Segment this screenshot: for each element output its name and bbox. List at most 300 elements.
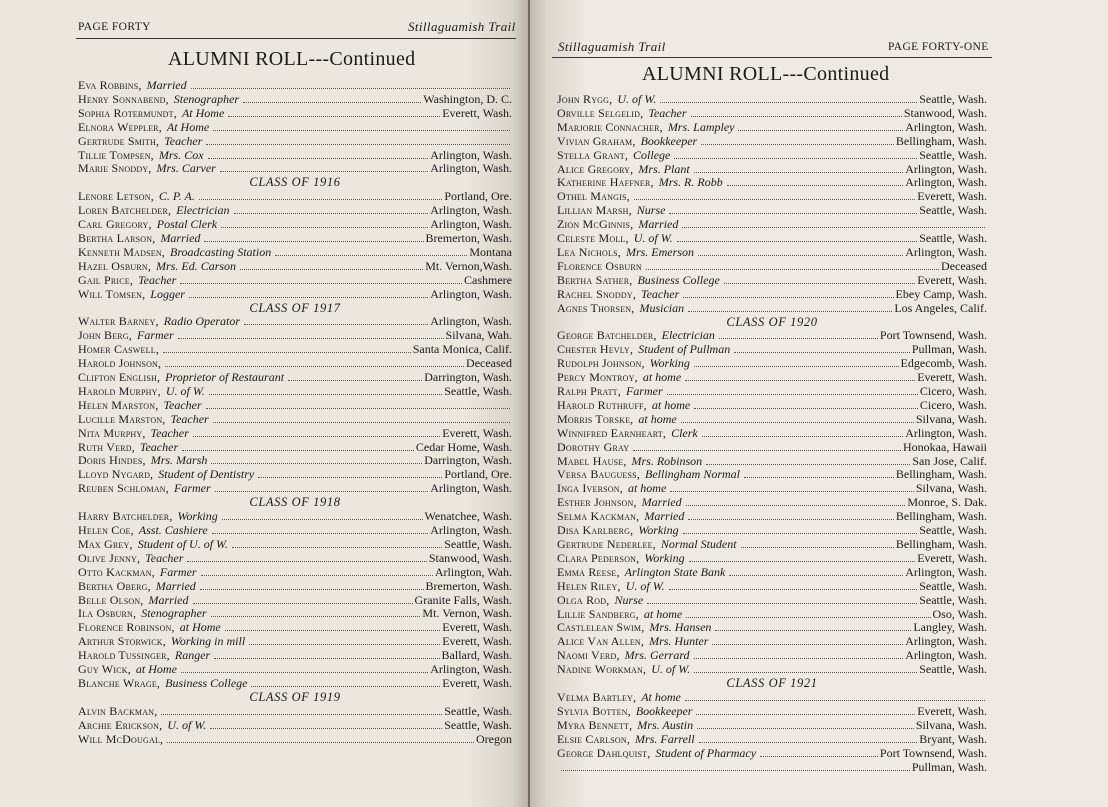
- alumni-name: Sylvia Botten,: [557, 703, 631, 718]
- alumni-location: Deceased: [941, 258, 987, 273]
- alumni-location: Deceased: [466, 356, 512, 371]
- alumni-location: Washington, D. C.: [423, 91, 512, 106]
- alumni-location: Silvana, Wash.: [915, 411, 987, 426]
- alumni-name: Clifton English,: [78, 370, 161, 385]
- alumni-occupation: Postal Clerk: [156, 217, 218, 232]
- dot-leader: [689, 561, 916, 562]
- alumni-name: Florence Robinson,: [78, 620, 175, 635]
- dot-leader: [213, 422, 510, 423]
- dot-leader: [180, 283, 462, 284]
- alumni-location: Arlington, Wash.: [905, 175, 987, 190]
- class-header: CLASS OF 1917: [249, 300, 341, 315]
- alumni-name: Lenore Letson,: [78, 189, 154, 204]
- alumni-name: Vivian Graham,: [557, 133, 636, 148]
- alumni-location: Bellingham, Wash.: [895, 467, 987, 482]
- alumni-entry: [557, 329, 987, 343]
- page-title-right: ALUMNI ROLL---Continued: [642, 63, 890, 85]
- alumni-entry: [557, 343, 987, 357]
- alumni-name: Helen Marston,: [78, 397, 159, 412]
- alumni-location: Arlington, Wash.: [430, 481, 512, 496]
- alumni-location: Arlington, Wash.: [430, 662, 512, 677]
- alumni-occupation: C. P. A.: [158, 189, 195, 204]
- dot-leader: [697, 728, 914, 729]
- alumni-occupation: U. of W.: [165, 383, 205, 398]
- alumni-occupation: Mrs. Austin: [637, 717, 694, 732]
- alumni-location: Arlington, Wash.: [430, 286, 512, 301]
- alumni-occupation: Mrs. Marsh: [150, 453, 208, 468]
- page-title-left: ALUMNI ROLL---Continued: [168, 48, 416, 70]
- alumni-entry: [78, 162, 512, 176]
- alumni-occupation: at Home: [179, 620, 221, 635]
- dot-leader: [694, 658, 904, 659]
- alumni-location: Seattle, Wash.: [444, 536, 512, 551]
- dot-leader: [212, 533, 429, 534]
- alumni-location: Arlington, Wash.: [905, 244, 987, 259]
- alumni-name: Elnora Weppler,: [78, 119, 162, 134]
- alumni-entry: [78, 607, 512, 621]
- alumni-location: Wenatchee, Wash.: [424, 509, 512, 524]
- alumni-location: Port Townsend, Wash.: [879, 328, 987, 343]
- alumni-occupation: Married: [146, 78, 187, 92]
- alumni-location: Oregon: [476, 731, 512, 746]
- alumni-entry: [557, 580, 987, 594]
- alumni-entry: [78, 79, 512, 93]
- alumni-entry: [78, 524, 512, 538]
- alumni-location: Everett, Wash.: [917, 703, 987, 718]
- alumni-name: Archie Erickson,: [78, 717, 163, 732]
- alumni-entry: [557, 538, 987, 552]
- alumni-occupation: Student of Dentistry: [158, 467, 255, 482]
- alumni-name: Clara Pederson,: [557, 550, 640, 565]
- dot-leader: [211, 463, 422, 464]
- alumni-name: Homer Caswell,: [78, 342, 160, 357]
- alumni-entry: [78, 635, 512, 649]
- dot-leader: [701, 144, 894, 145]
- dot-leader: [228, 116, 440, 117]
- alumni-location: Arlington, Wash.: [905, 634, 987, 649]
- dot-leader: [694, 672, 917, 673]
- alumni-occupation: Bookkeeper: [635, 703, 693, 718]
- alumni-entry: [78, 315, 512, 329]
- alumni-occupation: Mrs. Lampley: [667, 119, 735, 134]
- dot-leader: [694, 366, 899, 367]
- dot-leader: [221, 227, 428, 228]
- dot-leader: [677, 241, 918, 242]
- dot-leader: [715, 630, 911, 631]
- dot-leader: [225, 630, 440, 631]
- alumni-name: Disa Karlberg,: [557, 523, 634, 538]
- alumni-occupation: Teacher: [164, 133, 203, 148]
- alumni-location: Montana: [469, 244, 512, 259]
- dot-leader: [734, 352, 910, 353]
- alumni-entry: [557, 733, 987, 747]
- alumni-occupation: Mrs. Cox: [158, 147, 204, 162]
- alumni-location: Langley, Wash.: [913, 620, 987, 635]
- alumni-entry: [78, 677, 512, 691]
- alumni-location: Oso, Wash.: [932, 606, 987, 621]
- dot-leader: [201, 575, 433, 576]
- alumni-occupation: Mrs. Carver: [156, 161, 216, 176]
- alumni-occupation: Married: [644, 509, 685, 524]
- alumni-name: Eva Robbins,: [78, 78, 142, 92]
- dot-leader: [213, 130, 510, 131]
- alumni-location: Ebey Camp, Wash.: [895, 286, 987, 301]
- alumni-location: Silvana, Wash.: [915, 481, 987, 496]
- alumni-entry: [557, 761, 987, 775]
- alumni-entry: [557, 371, 987, 385]
- alumni-name: Bertha Oberg,: [78, 578, 151, 593]
- alumni-entry: [557, 246, 987, 260]
- alumni-location: Cashmere: [464, 272, 512, 287]
- alumni-occupation: Mrs. Emerson: [625, 244, 694, 259]
- roll-list-left: [78, 79, 512, 747]
- alumni-location: Arlington, Wash.: [430, 203, 512, 218]
- alumni-location: Honokaa, Hawaii: [903, 439, 987, 454]
- alumni-entry: [557, 385, 987, 399]
- alumni-occupation: at Home: [135, 662, 177, 677]
- alumni-name: Versa Bauguess,: [557, 467, 641, 482]
- alumni-name: Alice Van Allen,: [557, 634, 645, 649]
- dot-leader: [234, 213, 429, 214]
- alumni-occupation: at home: [642, 370, 682, 385]
- alumni-occupation: Mrs. Plant: [638, 161, 690, 176]
- alumni-occupation: Clerk: [671, 425, 698, 440]
- alumni-name: Naomi Verd,: [557, 648, 620, 663]
- alumni-entry: [78, 260, 512, 274]
- alumni-location: Everett, Wash.: [917, 370, 987, 385]
- alumni-entry: [78, 246, 512, 260]
- alumni-name: Esther Johnson,: [557, 495, 637, 510]
- alumni-name: Tillie Tompsen,: [78, 147, 154, 162]
- alumni-name: Florence Osburn: [557, 258, 642, 273]
- alumni-name: George Batchelder,: [557, 328, 657, 343]
- alumni-entry: [78, 107, 512, 121]
- alumni-occupation: Farmer: [625, 384, 663, 399]
- alumni-entry: [78, 288, 512, 302]
- alumni-entry: [78, 371, 512, 385]
- alumni-occupation: Teacher: [170, 411, 209, 426]
- dot-leader: [206, 408, 510, 409]
- dot-leader: [694, 408, 918, 409]
- running-title-left: Stillaguamish Trail: [408, 19, 516, 34]
- alumni-name: Rudolph Johnson,: [557, 356, 645, 371]
- dot-leader: [187, 561, 426, 562]
- dot-leader: [214, 658, 439, 659]
- alumni-name: Harold Ruthruff,: [557, 397, 647, 412]
- class-header: CLASS OF 1921: [726, 676, 818, 691]
- right-page: [530, 0, 1108, 807]
- alumni-name: Helen Riley,: [557, 578, 621, 593]
- dot-leader: [163, 352, 411, 353]
- alumni-name: Velma Bartley,: [557, 689, 637, 704]
- page-number-left: PAGE FORTY: [78, 21, 151, 33]
- dot-leader: [669, 213, 917, 214]
- alumni-name: Harry Batchelder,: [78, 509, 173, 524]
- alumni-name: George Dahlquist,: [557, 745, 651, 760]
- alumni-occupation: Stenographer: [141, 606, 207, 621]
- dot-leader: [682, 227, 985, 228]
- alumni-name: Bertha Sather,: [557, 272, 633, 287]
- alumni-location: Arlington, Wash.: [430, 523, 512, 537]
- alumni-occupation: Student of U. of W.: [137, 536, 228, 551]
- dot-leader: [634, 199, 915, 200]
- dot-leader: [685, 700, 985, 701]
- dot-leader: [210, 728, 442, 729]
- running-title-right: Stillaguamish Trail: [558, 39, 666, 54]
- alumni-name: Marie Snoddy,: [78, 161, 152, 176]
- alumni-entry: [557, 107, 987, 121]
- alumni-entry: [557, 93, 987, 107]
- alumni-occupation: Married: [641, 495, 682, 510]
- alumni-occupation: Student of Pharmacy: [655, 745, 757, 760]
- dot-leader: [633, 450, 901, 451]
- alumni-name: Harold Johnson,: [78, 356, 162, 371]
- alumni-location: Silvana, Wah.: [445, 328, 512, 343]
- alumni-occupation: at home: [638, 411, 677, 426]
- dot-leader: [729, 575, 903, 576]
- alumni-location: Portland, Ore.: [444, 467, 512, 482]
- alumni-location: Everett, Wash.: [917, 189, 987, 204]
- alumni-occupation: Teacher: [138, 272, 177, 287]
- alumni-occupation: Married: [155, 578, 196, 593]
- alumni-location: Port Townsend, Wash.: [879, 745, 987, 760]
- alumni-entry: [557, 705, 987, 719]
- alumni-location: Cicero, Wash.: [919, 384, 987, 399]
- alumni-entry: [557, 719, 987, 733]
- alumni-name: Lillie Sandberg,: [557, 606, 639, 621]
- alumni-location: Cicero, Wash.: [919, 397, 987, 412]
- alumni-occupation: Musician: [639, 300, 685, 315]
- alumni-name: Olga Rod,: [557, 592, 610, 607]
- dot-leader: [249, 644, 440, 645]
- alumni-name: Rachel Snoddy,: [557, 286, 637, 301]
- alumni-occupation: Teacher: [139, 439, 179, 454]
- alumni-entry: [557, 747, 987, 761]
- alumni-name: Harold Tussinger,: [78, 648, 170, 663]
- alumni-name: Max Grey,: [78, 536, 133, 551]
- alumni-entry: [78, 510, 512, 524]
- alumni-location: Bellingham, Wash.: [895, 509, 987, 524]
- alumni-occupation: Electrician: [176, 203, 230, 218]
- alumni-name: Mabel Hause,: [557, 453, 627, 468]
- dot-leader: [646, 269, 939, 270]
- header-rule-right: [552, 57, 992, 58]
- alumni-name: Alvin Backman,: [78, 703, 158, 718]
- alumni-entry: [557, 441, 987, 455]
- alumni-entry: [557, 232, 987, 246]
- alumni-location: Bremerton, Wash.: [425, 230, 512, 245]
- alumni-occupation: Nurse: [614, 592, 644, 607]
- alumni-entry: [557, 608, 987, 622]
- alumni-entry: [78, 399, 512, 413]
- alumni-location: Ballard, Wash.: [441, 648, 512, 663]
- alumni-occupation: Married: [148, 592, 189, 607]
- alumni-location: Bremerton, Wash.: [425, 578, 512, 593]
- alumni-name: Ralph Pratt,: [557, 384, 621, 399]
- dot-leader: [647, 603, 917, 604]
- alumni-name: Winnifred Earnheart,: [557, 425, 667, 440]
- dot-leader: [681, 422, 914, 423]
- alumni-name: Carl Gregory,: [78, 217, 152, 232]
- alumni-location: Darrington, Wash.: [424, 453, 512, 468]
- alumni-name: Gertrude Nederlee,: [557, 537, 656, 551]
- dot-leader: [258, 477, 442, 478]
- alumni-occupation: Working: [644, 550, 685, 565]
- alumni-entry: [78, 441, 512, 455]
- alumni-occupation: Business College: [165, 675, 248, 690]
- alumni-location: Stanwood, Wash.: [903, 105, 987, 120]
- dot-leader: [719, 338, 878, 339]
- alumni-entry: [78, 357, 512, 371]
- alumni-name: Sophia Rotermundt,: [78, 105, 177, 120]
- alumni-location: Bellingham, Wash.: [895, 133, 987, 148]
- dot-leader: [674, 158, 917, 159]
- alumni-name: Percy Montroy,: [557, 370, 638, 385]
- alumni-location: Arlington, Wash.: [905, 425, 987, 440]
- alumni-occupation: at home: [651, 397, 691, 412]
- alumni-entry: [78, 454, 512, 468]
- dot-leader: [206, 144, 510, 145]
- alumni-occupation: Broadcasting Station: [170, 244, 272, 259]
- dot-leader: [191, 88, 510, 89]
- alumni-occupation: Asst. Cashiere: [138, 523, 208, 537]
- dot-leader: [706, 464, 910, 465]
- dot-leader: [243, 102, 421, 103]
- alumni-location: Seattle, Wash.: [919, 523, 987, 538]
- alumni-occupation: Teacher: [648, 105, 687, 120]
- page-number-right: PAGE FORTY-ONE: [888, 41, 989, 53]
- dot-leader: [670, 491, 914, 492]
- alumni-name: John Berg,: [78, 328, 133, 343]
- alumni-occupation: at home: [627, 481, 667, 496]
- alumni-occupation: Stenographer: [173, 91, 240, 106]
- dot-leader: [691, 116, 902, 117]
- alumni-location: Seattle, Wash.: [444, 703, 512, 718]
- alumni-occupation: Mrs. Hunter: [649, 634, 709, 649]
- alumni-entry: [557, 274, 987, 288]
- alumni-entry: [78, 482, 512, 496]
- alumni-occupation: Student of Pullman: [638, 342, 731, 357]
- alumni-entry: [78, 733, 512, 747]
- alumni-location: Arlington, Wash.: [905, 119, 987, 134]
- alumni-name: Helen Coe,: [78, 523, 134, 537]
- alumni-name: Katherine Haffner,: [557, 175, 654, 190]
- alumni-name: Emma Reese,: [557, 564, 620, 579]
- alumni-occupation: College: [633, 147, 671, 162]
- alumni-location: Arlington, Wash.: [905, 648, 987, 663]
- alumni-entry: [78, 93, 512, 107]
- alumni-entry: [78, 719, 512, 733]
- alumni-location: Pullman, Wash.: [911, 759, 987, 774]
- alumni-location: Edgecomb, Wash.: [900, 356, 987, 371]
- class-header: CLASS OF 1920: [726, 314, 818, 329]
- alumni-entry: [557, 204, 987, 218]
- alumni-location: Arlington, Wash.: [430, 147, 512, 162]
- alumni-occupation: At home: [641, 689, 681, 704]
- dot-leader: [232, 547, 442, 548]
- alumni-location: Portland, Ore.: [444, 189, 512, 204]
- alumni-entry: [78, 566, 512, 580]
- alumni-entry: [557, 635, 987, 649]
- dot-leader: [189, 297, 428, 298]
- alumni-location: Seattle, Wash.: [919, 231, 987, 246]
- dot-leader: [244, 324, 428, 325]
- alumni-occupation: Radio Operator: [163, 314, 241, 329]
- dot-leader: [193, 603, 413, 604]
- alumni-entry: [78, 135, 512, 149]
- alumni-entry: [557, 218, 987, 232]
- alumni-entry: [78, 190, 512, 204]
- alumni-entry: [557, 482, 987, 496]
- alumni-name: Elsie Carlson,: [557, 731, 631, 746]
- alumni-entry: [78, 232, 512, 246]
- alumni-location: San Jose, Calif.: [912, 453, 987, 468]
- alumni-entry: [557, 510, 987, 524]
- alumni-name: Lillian Marsh,: [557, 203, 632, 218]
- alumni-location: Arlington, Wash.: [430, 314, 512, 329]
- dot-leader: [702, 436, 903, 437]
- alumni-name: Guy Wick,: [78, 662, 131, 677]
- alumni-entry: [78, 594, 512, 608]
- dot-leader: [738, 130, 903, 131]
- alumni-occupation: Bellingham Normal: [645, 467, 741, 482]
- alumni-location: Seattle, Wash.: [919, 662, 987, 677]
- alumni-location: Stanwood, Wash.: [428, 550, 512, 565]
- alumni-occupation: Logger: [150, 286, 185, 301]
- alumni-entry: [557, 135, 987, 149]
- alumni-occupation: Business College: [637, 272, 720, 287]
- dot-leader: [204, 241, 423, 242]
- alumni-occupation: Mrs. Farrell: [635, 731, 695, 746]
- dot-leader: [208, 158, 429, 159]
- alumni-name: Kenneth Madsen,: [78, 244, 165, 259]
- dot-leader: [167, 742, 474, 743]
- alumni-occupation: Teacher: [145, 550, 184, 565]
- alumni-entry: [557, 552, 987, 566]
- alumni-location: Seattle, Wash.: [444, 383, 512, 398]
- alumni-name: Otto Kackman,: [78, 564, 155, 579]
- alumni-entry: [557, 149, 987, 163]
- dot-leader: [288, 380, 422, 381]
- dot-leader: [724, 283, 915, 284]
- alumni-location: Granite Falls, Wash.: [414, 592, 512, 607]
- alumni-entry: [78, 427, 512, 441]
- alumni-entry: [557, 121, 987, 135]
- alumni-name: Harold Murphy,: [78, 383, 161, 398]
- alumni-name: Hazel Osburn,: [78, 258, 152, 273]
- alumni-name: Othel Mangis,: [557, 189, 630, 204]
- alumni-location: Arlington, Wash.: [905, 564, 987, 579]
- alumni-location: Pullman, Wash.: [911, 342, 987, 357]
- dot-leader: [696, 714, 915, 715]
- dot-leader: [699, 742, 918, 743]
- alumni-entry: [78, 552, 512, 566]
- dot-leader: [694, 172, 903, 173]
- dot-leader: [688, 519, 893, 520]
- alumni-name: Arthur Storwick,: [78, 634, 166, 649]
- class-header: CLASS OF 1918: [249, 495, 341, 510]
- alumni-name: Nadine Workman,: [557, 662, 647, 677]
- alumni-occupation: Mrs. Robinson: [631, 453, 703, 468]
- alumni-occupation: Bookkeeper: [640, 133, 698, 148]
- alumni-name: Celeste Moll,: [557, 231, 629, 246]
- alumni-occupation: U. of W.: [167, 717, 207, 732]
- alumni-name: Ila Osburn,: [78, 606, 137, 621]
- alumni-name: Dorothy Gray: [557, 439, 630, 454]
- dot-leader: [760, 756, 878, 757]
- alumni-occupation: U. of W.: [633, 231, 673, 246]
- alumni-occupation: at home: [643, 606, 683, 621]
